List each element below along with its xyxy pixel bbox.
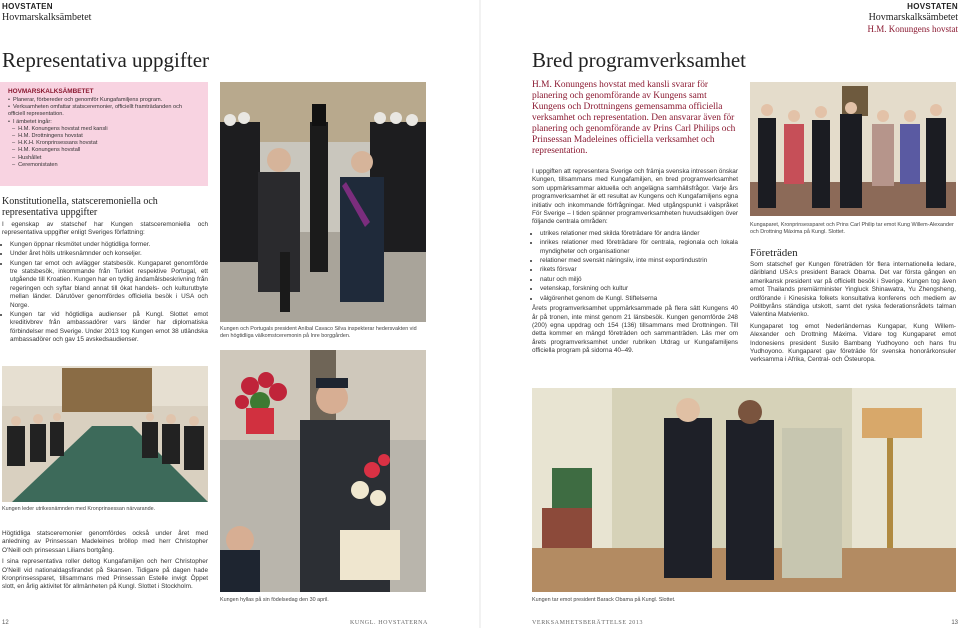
right-page-number: 13 [951, 620, 958, 626]
left-running-head [2, 2, 91, 24]
list-item: • Under året hölls utrikesnämnder och konseljer. [10, 250, 208, 258]
group-photo-caption: Kungaparet, Kronprinsessparet och Prins Carl Philip tar emot Kung Willem-Alexander och Drottning Máxima på Kungl. Slottet. [750, 222, 954, 235]
national-day-paragraph: I sina representativa roller deltog Kungafamiljen och herr Christopher O'Neill vid nationaldagsfirandet på Skansen. Tidigare på dagen hade Kronprinsessparet, tillsammans med Prinsessan Estelle invigt Öppet slott, en årlig aktivitet för allmänheten på Kungl. Slottet i Stockholm. [2, 558, 208, 591]
left-page-number: 12 [2, 620, 9, 626]
konst-list [2, 241, 208, 345]
office-info-box [0, 82, 208, 186]
right-running-head [868, 2, 959, 34]
list-item: – H.K.H. Kronprinsessans hovstat [8, 140, 200, 147]
meeting-photo-caption: Kungen leder utrikesnämnden med Kronprinsessan närvarande. [2, 506, 156, 512]
obama-photo-caption: Kungen tar emot president Barack Obama på Kungl. Slottet. [532, 597, 676, 603]
office-info-list [8, 97, 200, 169]
list-item: • rikets försvar [540, 266, 738, 274]
right-subsection-2: H.M. Konungens hovstat [867, 24, 958, 34]
program-areas-list [532, 230, 738, 303]
list-item: • vetenskap, forskning och kultur [540, 285, 738, 293]
guard-photo-caption: Kungen och Portugals president Aníbal Cavaco Silva inspekterar hedersvakten vid den högtidliga välkomstceremonin på Inre borggården. [220, 326, 417, 339]
right-subsection: Hovmarskalksämbetet [868, 12, 958, 23]
foretraden-heading: Företräden [750, 247, 798, 259]
left-section: HOVSTATEN [2, 2, 53, 11]
foretraden-p2: Kungaparet tog emot Nederländernas Kungapar, Kung Willem-Alexander och Drottning Máxima. Vidare tog Kungaparet emot Indonesiens president Susilo Bambang Yudhoyono och hans fru Yudhoyono. Kungaparet gav företräde för svenska honorärkonsuler verksamma i Afrika, Central- och Östeuropa. [750, 322, 956, 364]
list-item: • Kungen tar vid högtidliga audienser på Kungl. Slottet emot kreditivbrev från ambassadörer vars länder har diplomatiska förbindelser med Sverige. Under 2013 tog Kungen emot 38 utländska ambassadörer och gav 15 avskedsaudienser. [10, 311, 208, 345]
guard-inspection-photo [220, 82, 426, 322]
konst-intro: I egenskap av statschef har Kungen statsceremoniella och representativa uppgifter enligt Sveriges författning: [2, 221, 208, 237]
birthday-photo [220, 350, 426, 592]
konst-heading: Konstitutionella, statsceremoniella och representativa uppgifter [2, 196, 158, 218]
lead-paragraph: H.M. Konungens hovstat med kansli svarar för planering och genomförande av Kungens samt Kungens och Drottningens gemensamma officiella verksamhet och representation. Den ansvarar även för planering och genomförande av Prins Carl Philips och Prinsessan Madeleines officiella verksamhet och representation. [532, 80, 736, 156]
left-subsection: Hovmarskalksämbetet [2, 12, 92, 23]
right-section: HOVSTATEN [907, 2, 958, 11]
konst-text [2, 221, 208, 347]
list-item: • inrikes relationer med företrädare för centrala, regionala och lokala myndigheter och organisationer [540, 239, 738, 256]
list-item: • relationer med svenskt näringsliv, inte minst exportindustrin [540, 257, 738, 265]
list-item: • I ämbetet ingår: [8, 119, 200, 126]
list-item: • Kungen öppnar riksmötet under högtidliga former. [10, 241, 208, 249]
list-item: – H.M. Konungens hovstat med kansli [8, 126, 200, 133]
right-page [480, 0, 960, 628]
list-item: • utrikes relationer med skilda företrädare för andra länder [540, 230, 738, 238]
program-summary: Årets programverksamhet uppmärksammade på flera sätt Kungens 40 år på tronen, inte minst genom 21 länsbesök. Kungen genomförde 248 (200) egna uppdrag och 154 (136) tillsammans med Drottningen. Till detta kommer en mängd företräden och sammanträden. Läs mer om årets programverksamhet under rubriken Utdrag ur Kungafamiljens officiella program på sidorna 40–49. [532, 305, 738, 355]
program-intro: I uppgiften att representera Sverige och främja svenska intressen önskar Kungen, tillsammans med Kungafamiljen, en bred programverksamhet som uppmärksammar aktuella och angelägna samhällsfrågor. Varje års programverksamhet är ett resultat av Kungens och Kungafamiljens egna initiativ och inkommande förfrågningar. Med utgångspunkt i valspråket För Sverige – I tiden spänner programverksamheten huvudsakligen över följande centrala områden: [532, 168, 738, 226]
state-ceremony-text [2, 530, 208, 595]
list-item: – H.M. Drottningens hovstat [8, 133, 200, 140]
left-footer: KUNGL. HOVSTATERNA [350, 620, 428, 626]
state-ceremony-paragraph: Högtidliga statsceremonier genomfördes också under året med anledning av Prinsessan Madeleines bröllop med herr Christopher O'Neill och prinsessan Lilians bortgång. [2, 530, 208, 554]
list-item: • Kungen tar emot och avlägger statsbesök. Kungaparet genomförde tre statsbesök, inkommande från Turkiet respektive Portugal, ett utgående till Kroatien. Kungen har en tydlig ändamålsbeskrivning från regeringen och syftar bland annat till ökat handels- och kulturutbyte mellan länder. Därutöver genomfördes officiella besök i USA och Norge. [10, 260, 208, 310]
list-item: • Planerar, förbereder och genomför Kungafamiljens program. [8, 97, 200, 104]
list-item: • natur och miljö [540, 276, 738, 284]
list-item: – Hushållet [8, 155, 200, 162]
foretraden-text [750, 261, 956, 368]
list-item: • Verksamheten omfattar statsceremonier, officiellt framträdanden och officiell representation. [8, 104, 200, 118]
meeting-photo [2, 366, 208, 502]
list-item: – Ceremonistaten [8, 162, 200, 169]
obama-visit-photo [532, 388, 956, 592]
right-page-title: Bred programverksamhet [532, 48, 747, 72]
office-info-heading: HOVMARSKALKSÄMBETET [8, 88, 94, 95]
foretraden-p1: Som statschef ger Kungen företräden för flera internationella ledare, däribland USA:s president Barack Obama. Det var första gången en amerikansk president var på officiellt besök i Sverige. Kungen tog även emot Thailands premiärminister Yingluck Shinawatra, Yu Zhengsheng, ordförande i Kinesiska folkets konsultativa konferens och mediem av Politbyråns ständiga utskott, samt det ryska federationsrådets talman Valentina Matvienko. [750, 261, 956, 319]
list-item: • välgörenhet genom de Kungl. Stiftelserna [540, 295, 738, 303]
group-reception-photo [750, 82, 956, 216]
program-text [532, 168, 738, 359]
right-footer: VERKSAMHETSBERÄTTELSE 2013 [532, 620, 644, 626]
left-page-title: Representativa uppgifter [2, 48, 210, 72]
list-item: – H.M. Konungens hovstall [8, 147, 200, 154]
birthday-photo-caption: Kungen hyllas på sin födelsedag den 30 april. [220, 597, 329, 603]
